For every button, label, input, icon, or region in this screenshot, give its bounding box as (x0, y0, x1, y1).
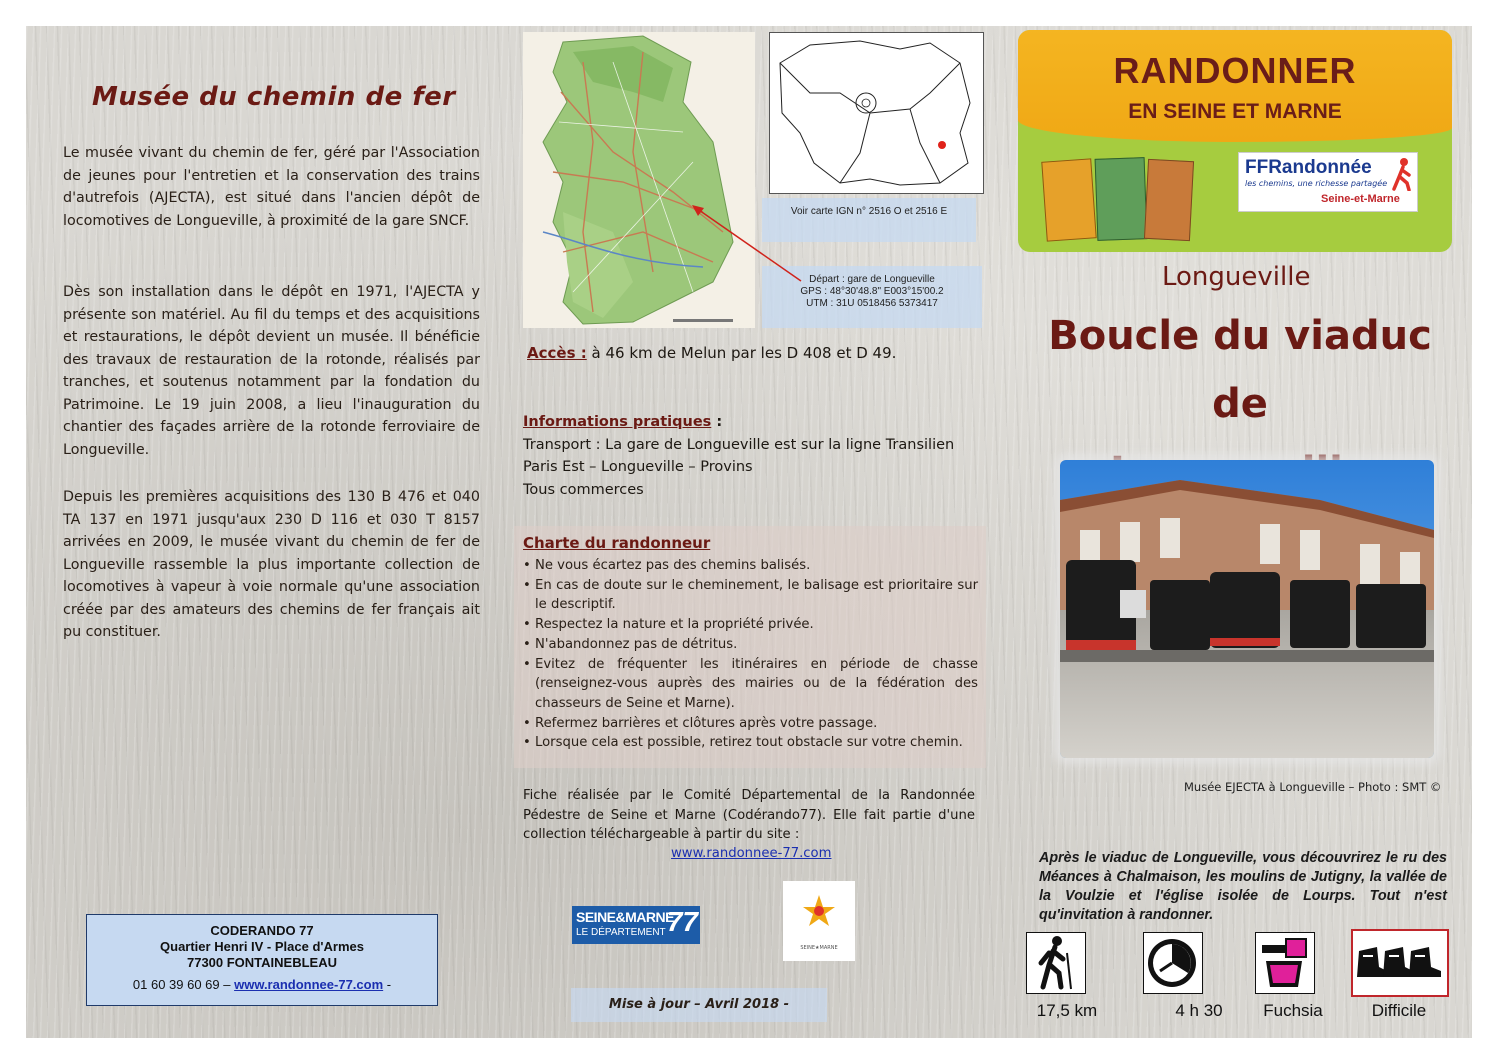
museum-title: Musée du chemin de fer (92, 82, 456, 112)
address-line1: Quartier Henri IV - Place d'Armes (160, 939, 364, 954)
marking-color-label: Fuchsia (1263, 1001, 1323, 1020)
hiker-icon (1027, 933, 1084, 992)
seine-et-marne-logo-number: 77 (666, 906, 698, 937)
update-date: Mise à jour – Avril 2018 - (571, 988, 827, 1022)
ile-de-france-map (769, 32, 984, 194)
museum-paragraph-3: Depuis les premières acquisitions des 130 B 476 et 040 TA 137 en 1971 jusqu'aux 230 D 116 et 030 T 8157 arrivées en 2009, le musée vivant du chemin de fer de Longueville rassemble la plus importante collection de locomotives à vapeur à voie normale qu'une association créée par des amateurs des chemins de fer français ait pu constituer. (63, 489, 480, 640)
charter-item: • En cas de doute sur le cheminement, le balisage est prioritaire sur le descriptif. (523, 576, 978, 615)
ign-map-note: Voir carte IGN n° 2516 O et 2516 E (762, 198, 976, 242)
banner-title: RANDONNER (1113, 50, 1357, 91)
practical-info-line: Paris Est – Longueville – Provins (523, 459, 753, 475)
address-phone: 01 60 39 60 69 – (132, 977, 235, 992)
route-title-line1: Boucle du viaduc de (1048, 313, 1432, 427)
practical-info (523, 411, 983, 501)
banner-subtitle: EN SEINE ET MARNE (1128, 100, 1342, 123)
credits-website-link[interactable]: www.randonnee-77.com (671, 846, 832, 861)
charter-item: • Lorsque cela est possible, retirez tout obstacle sur votre chemin. (523, 733, 978, 753)
charter-item: • Refermez barrières et clôtures après votre passage. (523, 714, 978, 734)
address-line2: 77300 FONTAINEBLEAU (186, 955, 337, 970)
access-sep: : (575, 344, 587, 362)
charter-list (523, 556, 978, 753)
randonner-banner (1018, 30, 1452, 252)
charter-item: • Respectez la nature et la propriété privée. (523, 615, 978, 635)
guidebook-cover-1 (1041, 158, 1096, 241)
guidebook-cover-3 (1144, 159, 1194, 241)
clock-icon (1144, 933, 1201, 992)
distance-label: 17,5 km (1036, 1001, 1098, 1020)
museum-photo (1060, 460, 1434, 758)
seine-et-marne-logo-name: SEINE&MARNE (576, 909, 674, 925)
route-summary: Après le viaduc de Longueville, vous découvrirez le ru des Méances à Chalmaison, les moulins de Jutigny, la vallée de la Voulzie et l'église isolée de Lourps. Tout n'est qu'invitation à randonner. (1039, 850, 1447, 923)
practical-info-line: Tous commerces (523, 481, 644, 498)
practical-info-label: Informations pratiques (523, 414, 712, 430)
charter-item: • Evitez de fréquenter les itinéraires en période de chasse (renseignez-vous auprès des mairies ou de la fédération des chasseurs de Seine et Marne). (523, 655, 978, 714)
paint-bucket-icon (1256, 933, 1313, 992)
ile-de-france-map-svg (770, 33, 983, 193)
credits-text: Fiche réalisée par le Comité Départemental de la Randonnée Pédestre de Seine et Marne (Codérando77). Elle fait partie d'une collection téléchargeable à partir du site : (523, 788, 975, 842)
marking-color-pictogram (1255, 932, 1315, 994)
town-name: Longueville (1162, 262, 1311, 292)
difficulty-pictogram (1351, 929, 1449, 997)
roundhouse-photo-illustration (1060, 460, 1434, 758)
address-website-link[interactable]: www.randonnee-77.com (234, 977, 384, 992)
ffrandonnee-tagline: les chemins, une richesse partagée (1245, 179, 1388, 188)
seine-et-marne-logo (572, 906, 700, 944)
address-box (86, 914, 438, 1006)
hiker-figure-icon (1391, 157, 1413, 191)
ffrandonnee-region: Seine-et-Marne (1321, 193, 1400, 205)
charter-item: • Ne vous écartez pas des chemins balisés. (523, 556, 978, 576)
access-info (527, 344, 896, 362)
departure-gps: GPS : 48°30'48.8" E003°15'00.2 (800, 286, 944, 297)
address-name: CODERANDO 77 (210, 923, 314, 938)
museum-paragraph-2: Dès son installation dans le dépôt en 1971, l'AJECTA y présente son matériel. Au fil du temps et des acquisitions et restaurations, le dépôt devient un musée. Il bénéficie des travaux de restauration de la rotonde, réalisés par tranches, et soutenus notamment par la fondation du Patrimoine. Le 19 juin 2008, a lieu l'inauguration du chantier des façades arrière de la rotonde ferroviaire de Longueville. (63, 284, 480, 458)
practical-info-sep: : (711, 414, 723, 430)
duration-label: 4 h 30 (1175, 1001, 1223, 1020)
star-logo-icon (783, 881, 855, 941)
address-contact (87, 977, 437, 993)
practical-info-line: Transport : La gare de Longueville est sur la ligne Transilien (523, 436, 955, 453)
photo-caption: Musée EJECTA à Longueville – Photo : SMT © (1184, 780, 1442, 794)
ffrandonnee-logo (1238, 152, 1418, 212)
duration-pictogram (1143, 932, 1203, 994)
access-label: Accès (527, 344, 576, 362)
museum-paragraph-1: Le musée vivant du chemin de fer, géré par l'Association de jeunes pour l'entretien et la conservation des trains d'autrefois (AJECTA), est situé dans l'ancien dépôt de locomotives de Longueville, à proximité de la gare SNCF. (63, 145, 480, 229)
boots-icon (1353, 931, 1447, 995)
star-logo-text: SEINE★MARNE (800, 945, 838, 951)
ffrandonnee-name: FFRandonnée (1245, 157, 1372, 178)
seine-et-marne-logo-sub: LE DÉPARTEMENT (576, 927, 666, 938)
guidebook-cover-2 (1095, 157, 1148, 241)
map-pointer-arrow (686, 196, 806, 286)
charter-item: • N'abandonnez pas de détritus. (523, 635, 978, 655)
departure-line1: Départ : gare de Longueville (809, 274, 935, 285)
brochure-page (26, 26, 1472, 1038)
address-suffix: - (383, 977, 392, 992)
charter-title: Charte du randonneur (523, 534, 711, 552)
seine-et-marne-attractivite-logo (783, 881, 855, 961)
departure-utm: UTM : 31U 0518456 5373417 (806, 298, 938, 309)
difficulty-label: Difficile (1371, 1001, 1427, 1020)
distance-pictogram (1026, 932, 1086, 994)
access-text: à 46 km de Melun par les D 408 et D 49. (586, 344, 897, 362)
